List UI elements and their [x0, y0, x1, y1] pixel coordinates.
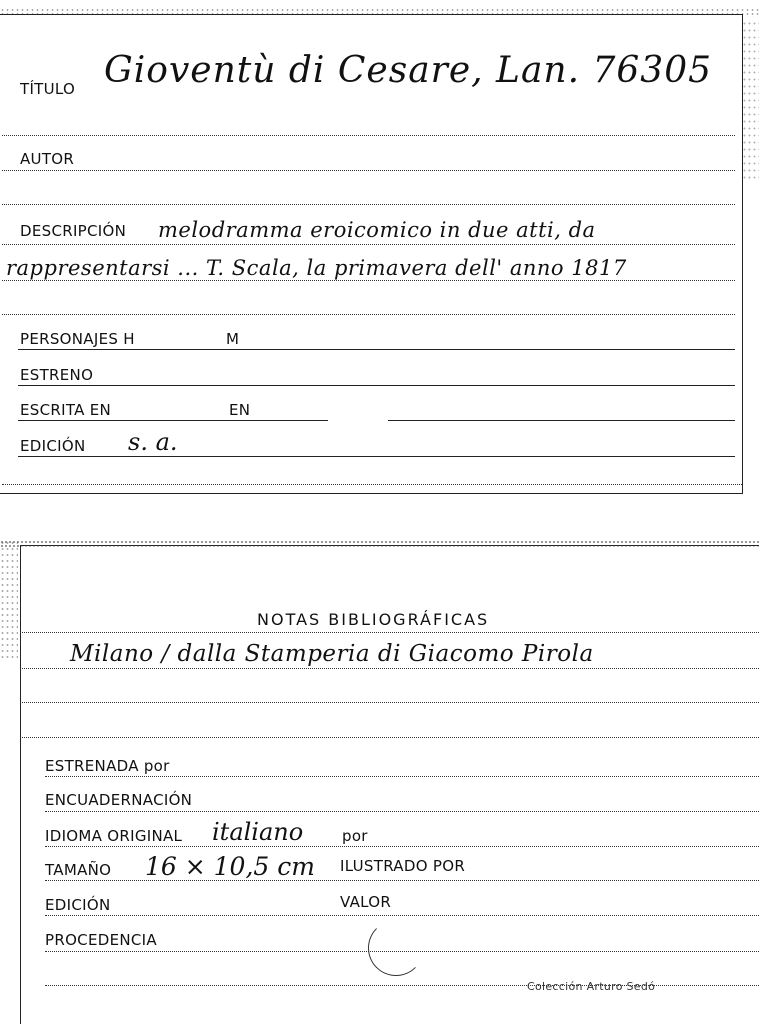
- edicion-value: s. a.: [128, 428, 178, 456]
- scan-speckle-card2: [0, 540, 759, 548]
- edicion2-label: EDICIÓN: [45, 896, 111, 914]
- tamano-label: TAMAÑO: [45, 861, 112, 879]
- idioma-label: IDIOMA ORIGINAL: [45, 827, 183, 845]
- notas-rule-4: [20, 737, 759, 738]
- card1-bottom-rule: [2, 484, 742, 485]
- descripcion-value-line2: rappresentarsi ... T. Scala, la primavera dell' anno 1817: [6, 256, 627, 280]
- descripcion-label: DESCRIPCIÓN: [20, 222, 127, 240]
- titulo-rule: [2, 135, 735, 136]
- titulo-label: TÍTULO: [20, 80, 76, 98]
- ink-circle-mark: [368, 920, 424, 976]
- personajes-rule: [18, 349, 735, 350]
- idioma-por-label: por: [342, 827, 368, 845]
- descripcion-rule-2: [2, 280, 735, 281]
- descripcion-rule-1: [2, 244, 735, 245]
- escrita-rule-left: [18, 420, 328, 421]
- personajes-m-label: M: [226, 330, 240, 348]
- notas-rule-2: [20, 668, 759, 669]
- notas-value-line1: Milano / dalla Stamperia di Giacomo Pirola: [70, 641, 594, 667]
- autor-label: AUTOR: [20, 150, 75, 168]
- personajes-label: PERSONAJES H: [20, 330, 135, 348]
- collection-stamp: Colección Arturo Sedó: [527, 980, 656, 993]
- procedencia-label: PROCEDENCIA: [45, 931, 157, 949]
- escrita-label: ESCRITA EN: [20, 401, 112, 419]
- estreno-rule: [18, 385, 735, 386]
- idioma-rule: [45, 846, 759, 847]
- notas-rule-3: [20, 702, 759, 703]
- titulo-value: Gioventù di Cesare, Lan. 76305: [104, 50, 713, 91]
- autor-rule: [2, 170, 735, 171]
- ilustrado-por-label: ILUSTRADO POR: [340, 857, 466, 875]
- edicion-label: EDICIÓN: [20, 437, 86, 455]
- escrita-en-label: EN: [229, 401, 251, 419]
- escrita-rule-right: [388, 420, 735, 421]
- notas-rule-1: [20, 632, 759, 633]
- notas-heading: NOTAS BIBLIOGRÁFICAS: [257, 610, 490, 629]
- edicion2-rule: [45, 915, 759, 916]
- edicion-rule: [18, 456, 735, 457]
- descripcion-value-line1: melodramma eroicomico in due atti, da: [158, 218, 596, 242]
- blank-rule-1: [2, 204, 735, 205]
- estrenada-rule: [45, 776, 759, 777]
- estrenada-label: ESTRENADA por: [45, 757, 170, 775]
- estreno-label: ESTRENO: [20, 366, 94, 384]
- scan-speckle-left: [0, 540, 18, 660]
- blank-rule-2: [2, 314, 735, 315]
- tamano-value: 16 × 10,5 cm: [145, 852, 315, 881]
- valor-label: VALOR: [340, 893, 392, 911]
- tamano-rule: [45, 880, 759, 881]
- scan-speckle-right: [742, 20, 759, 180]
- idioma-value: italiano: [212, 818, 304, 846]
- encuadernacion-rule: [45, 811, 759, 812]
- encuadernacion-label: ENCUADERNACIÓN: [45, 791, 193, 809]
